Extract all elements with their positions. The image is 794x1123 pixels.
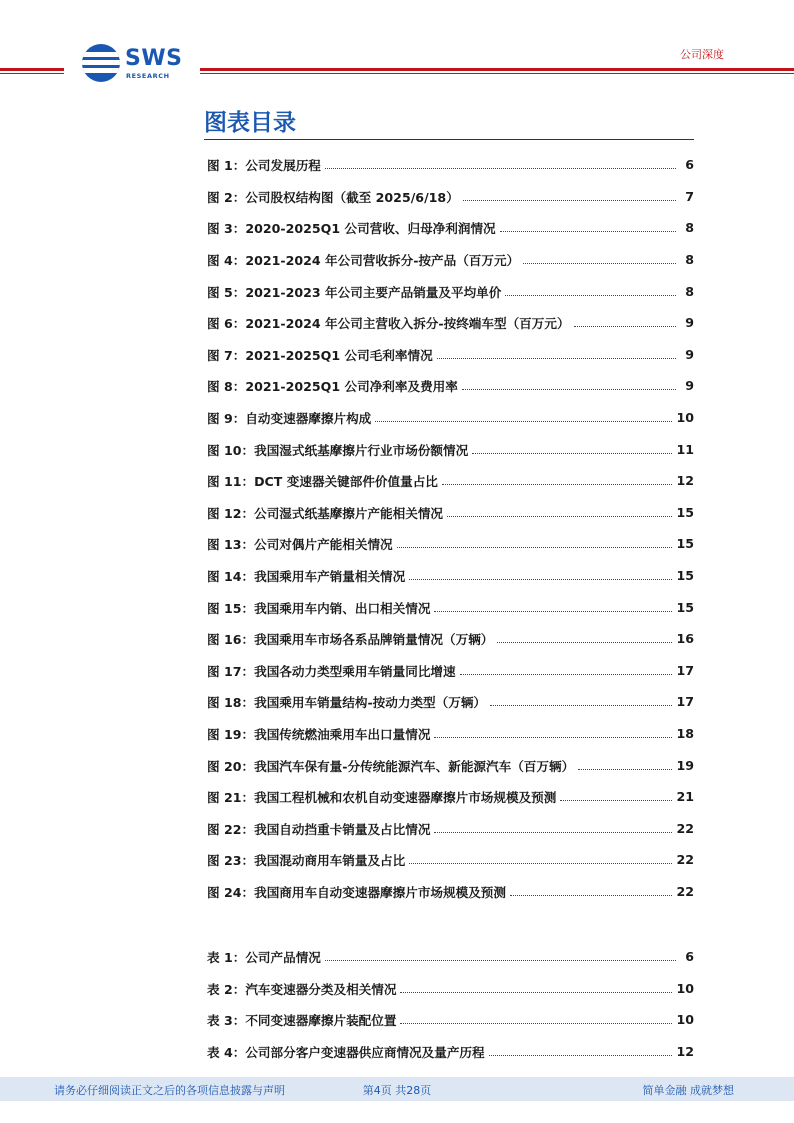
table-list (207, 941, 694, 1067)
table-entry[interactable] (207, 1036, 694, 1068)
leader-dots (510, 895, 672, 896)
figure-entry-page: 16 (676, 631, 694, 647)
figure-entry-label: 图 21：我国工程机械和农机自动变速器摩擦片市场规模及预测 (207, 790, 557, 806)
leader-dots (325, 960, 676, 961)
leader-dots (400, 1023, 672, 1024)
figure-entry-page: 8 (685, 220, 694, 236)
figure-entry-label: 图 12：公司湿式纸基摩擦片产能相关情况 (207, 505, 444, 521)
table-entry-label: 表 3：不同变速器摩擦片装配位置 (207, 1013, 397, 1029)
figure-entry-label: 图 9：自动变速器摩擦片构成 (207, 411, 372, 427)
figure-entry-label: 图 15：我国乘用车内销、出口相关情况 (207, 600, 431, 616)
figure-entry-page: 15 (676, 599, 694, 615)
leader-dots (505, 295, 676, 296)
leader-dots (578, 769, 672, 770)
figure-entry-label: 图 22：我国自动挡重卡销量及占比情况 (207, 821, 431, 837)
figure-entry-page: 8 (685, 252, 694, 268)
header-rule-right (200, 68, 794, 71)
figure-entry[interactable] (207, 749, 694, 781)
leader-dots (463, 200, 676, 201)
logo-text: SWS (125, 46, 183, 71)
figure-entry-page: 22 (676, 852, 694, 868)
figure-entry-page: 9 (685, 315, 694, 331)
table-entry[interactable] (207, 973, 694, 1005)
figure-entry[interactable] (207, 497, 694, 529)
figure-entry-page: 9 (685, 378, 694, 394)
leader-dots (489, 1055, 673, 1056)
figure-entry-label: 图 5：2021-2023 年公司主要产品销量及平均单价 (207, 284, 502, 300)
figure-entry-page: 7 (685, 188, 694, 204)
figure-entry-page: 12 (676, 473, 694, 489)
table-entry-page: 12 (676, 1044, 694, 1060)
figure-entry-label: 图 16：我国乘用车市场各系品牌销量情况（万辆） (207, 632, 494, 648)
leader-dots (434, 737, 672, 738)
leader-dots (447, 516, 672, 517)
figure-entry[interactable] (207, 370, 694, 402)
figure-entry-label: 图 14：我国乘用车产销量相关情况 (207, 569, 406, 585)
figure-entry-label: 图 17：我国各动力类型乘用车销量同比增速 (207, 663, 456, 679)
leader-dots (442, 484, 673, 485)
table-entry-label: 表 4：公司部分客户变速器供应商情况及量产历程 (207, 1045, 485, 1061)
leader-dots (460, 674, 673, 675)
figure-entry[interactable] (207, 812, 694, 844)
section-title: 图表目录 (204, 110, 296, 136)
figure-entry-page: 15 (676, 504, 694, 520)
leader-dots (397, 547, 673, 548)
figure-entry-page: 11 (676, 441, 694, 457)
figure-entry[interactable] (207, 718, 694, 750)
leader-dots (409, 863, 672, 864)
leader-dots (434, 832, 672, 833)
leader-dots (437, 358, 676, 359)
figure-entry[interactable] (207, 149, 694, 181)
leader-dots (325, 168, 676, 169)
figure-entry[interactable] (207, 465, 694, 497)
table-entry-label: 表 2：汽车变速器分类及相关情况 (207, 981, 397, 997)
figure-entry-label: 图 20：我国汽车保有量-分传统能源汽车、新能源汽车（百万辆） (207, 758, 575, 774)
figure-entry-label: 图 11：DCT 变速器关键部件价值量占比 (207, 474, 438, 490)
figure-entry[interactable] (207, 402, 694, 434)
figure-entry[interactable] (207, 655, 694, 687)
figure-entry[interactable] (207, 781, 694, 813)
figure-entry[interactable] (207, 560, 694, 592)
table-entry[interactable] (207, 941, 694, 973)
figure-entry[interactable] (207, 212, 694, 244)
figure-entry-label: 图 10：我国湿式纸基摩擦片行业市场份额情况 (207, 442, 469, 458)
sws-logo (82, 44, 182, 88)
leader-dots (472, 453, 672, 454)
figure-entry-page: 15 (676, 536, 694, 552)
leader-dots (409, 579, 672, 580)
leader-dots (490, 705, 672, 706)
figure-entry[interactable] (207, 181, 694, 213)
figure-list (207, 149, 694, 907)
figure-entry-page: 6 (685, 157, 694, 173)
leader-dots (462, 389, 676, 390)
figure-entry-page: 17 (676, 662, 694, 678)
figure-entry-label: 图 23：我国混动商用车销量及占比 (207, 853, 406, 869)
figure-entry[interactable] (207, 339, 694, 371)
report-type: 公司深度 (680, 48, 724, 61)
figure-entry-page: 19 (676, 757, 694, 773)
sws-logo-icon (82, 44, 120, 82)
leader-dots (500, 231, 676, 232)
leader-dots (400, 992, 672, 993)
figure-entry-page: 10 (676, 410, 694, 426)
figure-entry-label: 图 13：公司对偶片产能相关情况 (207, 537, 393, 553)
figure-entry-page: 17 (676, 694, 694, 710)
leader-dots (375, 421, 672, 422)
logo-subtext: RESEARCH (126, 72, 170, 80)
figure-entry[interactable] (207, 591, 694, 623)
figure-entry-label: 图 1：公司发展历程 (207, 158, 321, 174)
footer-disclaimer: 请务必仔细阅读正文之后的各项信息披露与声明 (54, 1084, 285, 1097)
figure-entry[interactable] (207, 307, 694, 339)
leader-dots (434, 611, 672, 612)
figure-entry-page: 9 (685, 346, 694, 362)
figure-entry-label: 图 24：我国商用车自动变速器摩擦片市场规模及预测 (207, 884, 506, 900)
figure-entry[interactable] (207, 433, 694, 465)
figure-entry[interactable] (207, 528, 694, 560)
figure-entry[interactable] (207, 623, 694, 655)
figure-entry-page: 18 (676, 725, 694, 741)
figure-entry-label: 图 2：公司股权结构图（截至 2025/6/18） (207, 189, 459, 205)
figure-entry-page: 15 (676, 568, 694, 584)
header-rule-left (0, 68, 64, 71)
figure-entry-page: 21 (676, 789, 694, 805)
figure-entry[interactable] (207, 844, 694, 876)
table-entry-label: 表 1：公司产品情况 (207, 950, 321, 966)
leader-dots (523, 263, 676, 264)
figure-entry-label: 图 7：2021-2025Q1 公司毛利率情况 (207, 347, 433, 363)
figure-entry-label: 图 18：我国乘用车销量结构-按动力类型（万辆） (207, 695, 487, 711)
leader-dots (560, 800, 672, 801)
figure-entry-label: 图 6：2021-2024 年公司主营收入拆分-按终端车型（百万元） (207, 316, 570, 332)
table-entry-page: 10 (676, 980, 694, 996)
figure-entry[interactable] (207, 275, 694, 307)
figure-entry[interactable] (207, 686, 694, 718)
table-entry-page: 6 (685, 949, 694, 965)
figure-entry-page: 22 (676, 883, 694, 899)
figure-entry-label: 图 19：我国传统燃油乘用车出口量情况 (207, 726, 431, 742)
figure-entry-label: 图 8：2021-2025Q1 公司净利率及费用率 (207, 379, 458, 395)
footer-slogan: 简单金融 成就梦想 (642, 1084, 734, 1097)
figure-entry[interactable] (207, 876, 694, 908)
figure-entry-label: 图 4：2021-2024 年公司营收拆分-按产品（百万元） (207, 253, 520, 269)
leader-dots (574, 326, 676, 327)
figure-entry-label: 图 3：2020-2025Q1 公司营收、归母净利润情况 (207, 221, 496, 237)
figure-entry[interactable] (207, 244, 694, 276)
leader-dots (497, 642, 672, 643)
table-entry[interactable] (207, 1004, 694, 1036)
figure-entry-page: 22 (676, 820, 694, 836)
table-entry-page: 10 (676, 1012, 694, 1028)
figure-entry-page: 8 (685, 283, 694, 299)
footer-page-info: 第4页 共28页 (362, 1084, 432, 1097)
title-divider (204, 139, 694, 140)
